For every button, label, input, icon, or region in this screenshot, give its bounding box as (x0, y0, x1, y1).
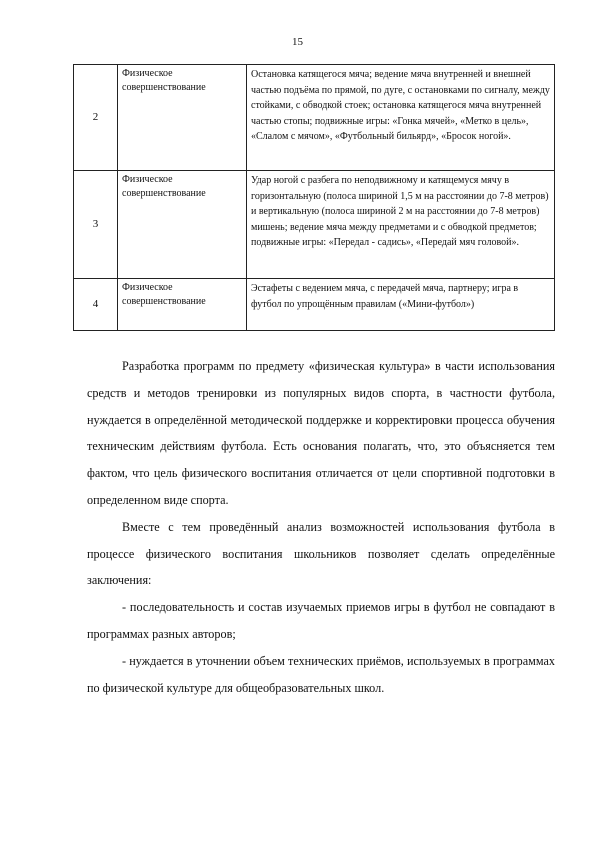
table-row (74, 171, 555, 279)
paragraph: Вместе с тем проведённый анализ возможностей использования футбола в процессе физического воспитания школьников позволяет сделать определённые заключения: (87, 519, 555, 588)
row-content: Эстафеты с ведением мяча, с передачей мяча, партнеру; игра в футбол по упрощённым правилам («Мини-футбол») (247, 279, 555, 331)
row-content: Удар ногой с разбега по неподвижному и катящемуся мячу в горизонтальную (полоса шириной 1,5 м на расстоянии до 7-8 метров) и вертикальную (полоса шириной 2 м на расстоянии до 7-8 метров) мишень; ведение мяча между предметами и с обводкой предметов; подвижные игры: «Передал - садись», «Передай мяч головой». (247, 171, 555, 279)
list-item: - последовательность и состав изучаемых приемов игры в футбол не совпадают в программах разных авторов; (87, 600, 555, 641)
row-section: Физическое совершенствование (118, 65, 247, 171)
paragraph: Разработка программ по предмету «физическая культура» в части использования средств и методов тренировки из популярных видов спорта, в частности футбола, нуждается в определённой методической поддержке и корректировки процесса обучения техническим действиям футбола. Есть основания полагать, что, это объясняется тем фактом, что цель физического воспитания отличается от цели спортивной подготовки в определенном виде спорта. (87, 359, 555, 507)
row-number: 3 (74, 171, 118, 279)
row-number: 4 (74, 279, 118, 331)
page-number: 15 (292, 36, 303, 48)
row-section: Физическое совершенствование (118, 171, 247, 279)
table-row (74, 65, 555, 171)
row-content: Остановка катящегося мяча; ведение мяча внутренней и внешней частью подъёма по прямой, по дуге, с остановками по сигналу, между стойками, с обводкой стоек; остановка катящегося мяча внутренней частью стопы; подвижные игры: «Гонка мячей», «Метко в цель», «Слалом с мячом», «Футбольный бильярд», «Бросок ногой». (247, 65, 555, 171)
body-text (87, 353, 555, 701)
row-section: Физическое совершенствование (118, 279, 247, 331)
list-item: - нуждается в уточнении объем технических приёмов, используемых в программах по физической культуре для общеобразовательных школ. (87, 653, 555, 695)
table-row (74, 279, 555, 331)
row-number: 2 (74, 65, 118, 171)
program-table (73, 64, 555, 331)
